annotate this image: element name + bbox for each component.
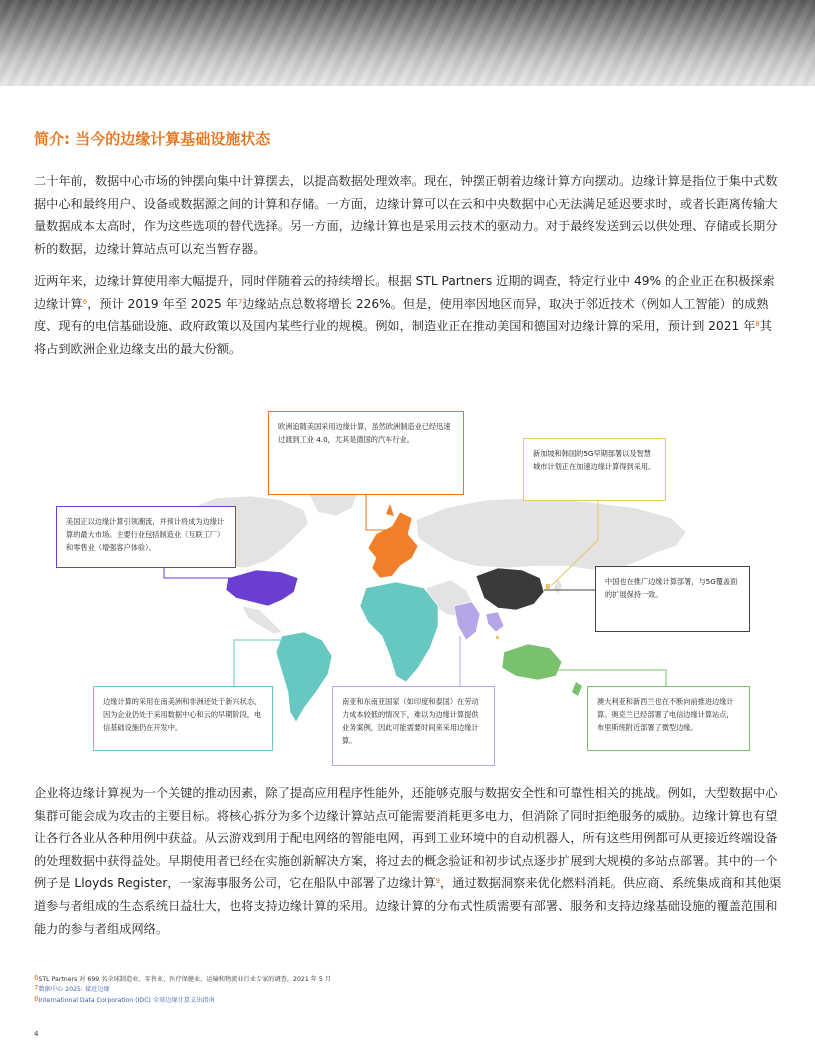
callout-europe: 欧洲追随美国采用边缘计算，虽然欧洲制造业已经迅速过渡到工业 4.0，尤其是德国的汽车行业。 — [268, 411, 464, 495]
land-japan — [554, 578, 562, 594]
footnote-text: STL Partners 对 699 名全球制造业、零售业、医疗保健业、运输和物流业行业专家的调查，2021 年 5 月 — [38, 976, 331, 983]
paragraph-intro: 二十年前，数据中心市场的钟摆向集中计算摆去，以提高数据处理效率。现在，钟摆正朝着边缘计算方向摆动。边缘计算是指位于集中式数据中心和最终用户、设备或数据源之间的计算和存储。一方面，边缘计算可以在云和中央数据中心无法满足延迟要求时，或者长距离传输大量数据成本太高时，作为这些选项的替代选择。另一方面，边缘计算也是采用云技术的驱动力。对于最终发送到云以供处理、存储或长期分析的数据，边缘计算站点可以充当暂存器。 — [34, 174, 778, 256]
connector-europe — [366, 495, 386, 530]
region-australia — [502, 644, 562, 680]
footnote-ref-9[interactable]: 9 — [435, 877, 441, 886]
page-title: 简介: 当今的边缘计算基础设施状态 — [34, 130, 271, 148]
footnote-ref-6[interactable]: 6 — [82, 297, 88, 306]
region-africa — [360, 582, 438, 682]
footnote-number: 7 — [34, 984, 39, 993]
footnote-ref-7[interactable]: 7 — [237, 297, 243, 306]
footnotes — [34, 975, 331, 1006]
paragraph-enablers — [34, 782, 784, 940]
callout-china: 中国也在推广边缘计算部署，与5G覆盖面的扩展保持一致。 — [595, 566, 750, 632]
region-singapore — [496, 636, 499, 639]
region-korea — [546, 584, 550, 589]
connector-aus — [556, 670, 666, 686]
text-span: ，预计 2019 年至 2025 年 — [87, 296, 238, 311]
callout-australia-nz: 澳大利亚和新西兰也在不断向前推进边缘计算。奥克兰已经部署了电信边缘计算站点，布里斯班附近部署了微型边缘。 — [587, 686, 750, 751]
header-banner — [0, 0, 815, 86]
text-span: 企业将边缘计算视为一个关键的推动因素，除了提高应用程序性能外，还能够克服与数据安全性和可靠性相关的挑战。例如，大型数据中心集群可能会成为攻击的主要目标。将核心拆分为多个边缘计算站点可能需要消耗更多电力，但消除了同时拒绝服务的威胁。边缘计算也有望让各行各业从各种用例中获益。从云游戏到用于配电网络的智能电网，再到工业环境中的自动机器人，所有这些用例都可从更接近终端设备的处理数据中获得益处。早期使用者已经在实施创新解决方案，将过去的概念验证和初步试点逐步扩展到大规模的多站点部署。其中的一个例子是 Lloyds Register，一家海事服务公司，它在船队中部署了边缘计算 — [34, 786, 778, 891]
footnote-link[interactable]: International Data Corporation (IDC) 全球边缘计算支出指南 — [38, 996, 215, 1004]
text-span: 边缘站点总数将增长 226%。但是，使用率因地区而异，取决于邻近技术（例如人工智能）的成熟度、现有的电信基础设施、政府政策以及国内某些行业的规模。例如，制造业正在推动美国和德国对边缘计算的采用，预计到 2021 年 — [34, 296, 769, 334]
callout-latam-africa: 边缘计算的采用在南美洲和非洲还处于新兴状态，因为企业仍处于采用数据中心和云的早期阶段，电信基础设施仍在开发中。 — [93, 686, 273, 751]
text-span: 其将占到欧洲企业边缘支出的最大份额。 — [34, 319, 772, 356]
footnote-ref-8[interactable]: 8 — [755, 320, 760, 329]
footnote-8 — [34, 996, 331, 1006]
region-usa — [226, 570, 298, 606]
callout-korea-singapore: 新加坡和韩国的5G早期部署以及智慧城市计划正在加速边缘计算得到采用。 — [523, 438, 666, 501]
footnote-7 — [34, 985, 331, 995]
footnote-number: 8 — [34, 994, 39, 1003]
land-mexico — [242, 606, 282, 634]
paragraph-adoption — [34, 270, 784, 360]
region-uk — [386, 504, 394, 516]
callout-usa: 美国正以边缘计算引领潮流，并预计将成为边缘计算的最大市场。主要行业包括制造业（互联工厂）和零售业（增强客户体验）。 — [56, 506, 236, 568]
footnote-link[interactable]: 数据中心 2025: 接近边缘 — [38, 986, 110, 994]
connector-us — [164, 568, 236, 578]
region-china — [476, 568, 544, 610]
callout-south-southeast-asia: 南亚和东南亚国家（如印度和泰国）在劳动力成本较低的情况下，难以为边缘计算提供业务案例，因此可能需要时间来采用边缘计算。 — [332, 686, 495, 766]
region-south-america — [276, 632, 332, 722]
footnote-6 — [34, 975, 331, 985]
text-span: 近两年来，边缘计算使用率大幅提升，同时伴随着云的持续增长。根据 STL Partners 近期的调查，特定行业中 49% 的企业正在积极探索边缘计算 — [34, 274, 775, 311]
region-south-asia — [454, 602, 480, 640]
page-number: 4 — [34, 1030, 39, 1038]
text-span: ，通过数据洞察来优化燃料消耗。供应商、系统集成商和其他渠道参与者组成的生态系统日益壮大，也将支持边缘计算的采用。边缘计算的分布式性质需要有部署、服务和支持边缘基础设施的覆盖范围和能力的参与者组成网络。 — [34, 876, 782, 936]
region-europe — [368, 512, 418, 578]
region-southeast-asia — [486, 612, 504, 632]
region-new-zealand — [572, 682, 582, 696]
land-russia — [416, 498, 686, 570]
footnote-number: 6 — [34, 974, 39, 982]
